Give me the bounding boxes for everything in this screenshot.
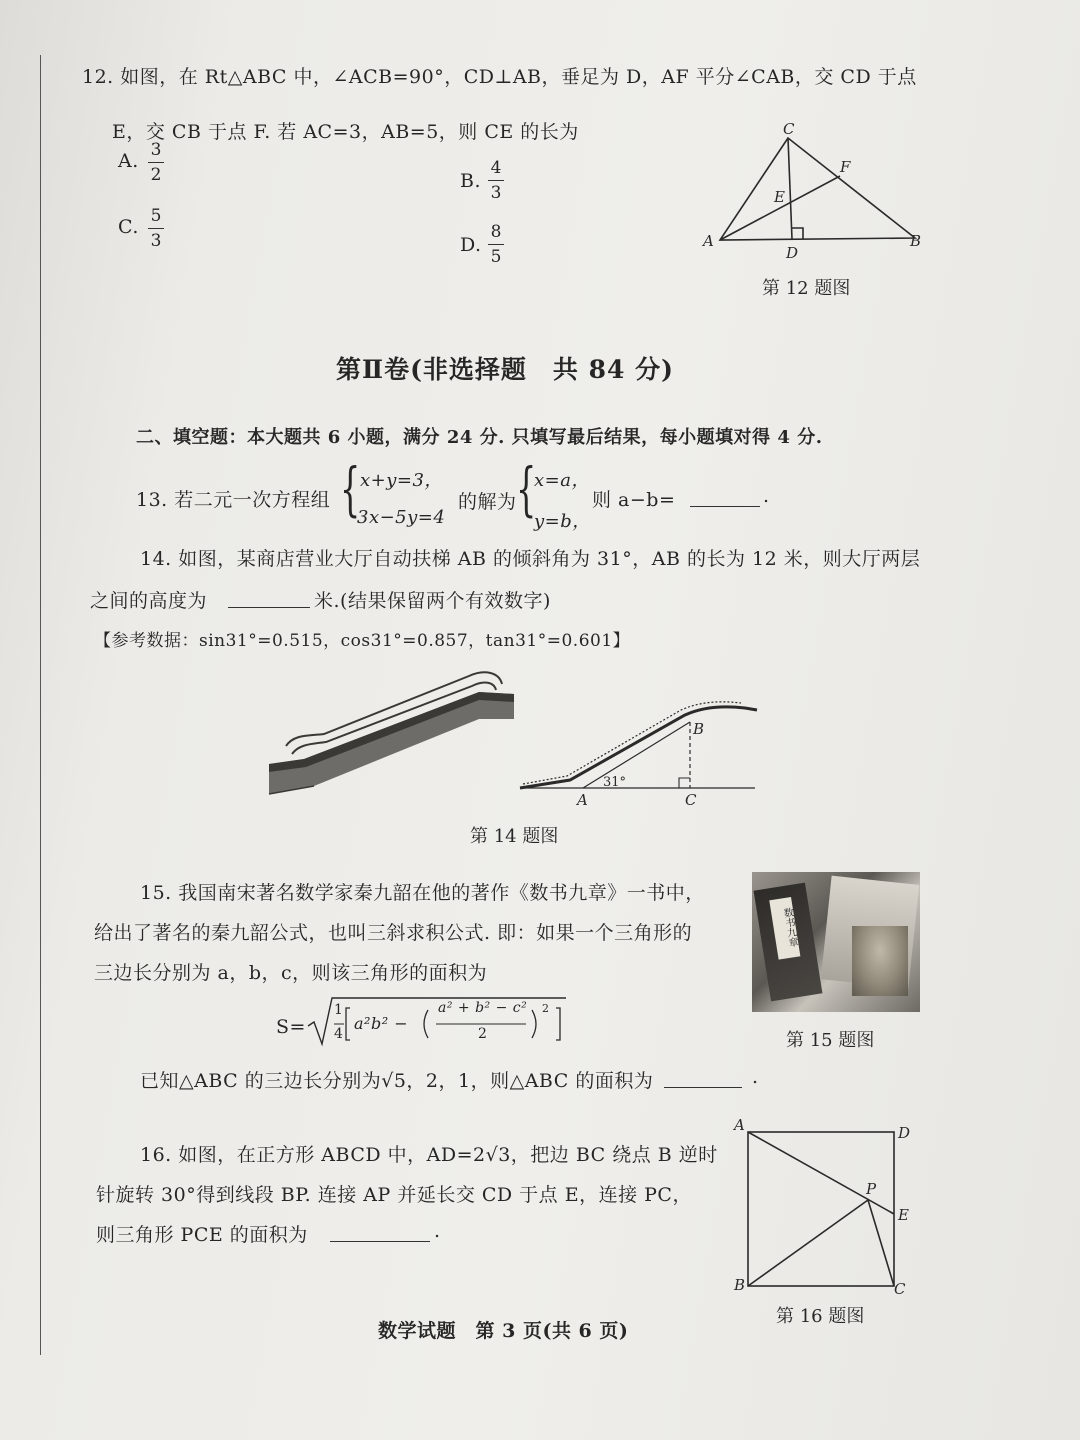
q15-line2: 给出了著名的秦九韶公式，也叫三斜求积公式. 即：如果一个三角形的 (94, 922, 693, 944)
denominator: 2 (150, 165, 162, 185)
q14-escalator-diagram (515, 700, 765, 810)
q13-equation2: 3x−5y=4 (357, 507, 446, 528)
section-intro: 二、填空题：本大题共 6 小题，满分 24 分. 只填写最后结果，每小题填对得 4 分. (136, 427, 823, 448)
q16-square-figure (728, 1116, 928, 1300)
q16-line1: 16. 如图，在正方形 ABCD 中，AD=2√3，把边 BC 绕点 B 逆时 (140, 1144, 718, 1166)
label-e: E (774, 188, 785, 206)
fraction-bar (488, 244, 504, 245)
label-f: F (840, 158, 851, 176)
label-c: C (894, 1280, 906, 1298)
q16-line3-end: . (434, 1220, 441, 1242)
label-a: A (734, 1116, 745, 1134)
q13-end: . (763, 485, 770, 507)
q16-line2: 针旋转 30°得到线段 BP. 连接 AP 并延长交 CD 于点 E，连接 PC， (96, 1184, 692, 1206)
q16-answer-blank[interactable] (330, 1220, 430, 1242)
escalator-illustration (264, 664, 519, 799)
formula-radical (306, 996, 568, 1048)
book-cover (754, 883, 823, 1002)
q14-line2-prefix: 之间的高度为 (90, 590, 208, 612)
q13-left-brace: { (340, 455, 361, 523)
left-paren (424, 1010, 428, 1038)
label-d: D (898, 1124, 911, 1142)
q16-caption: 第 16 题图 (776, 1306, 865, 1327)
label-b: B (734, 1276, 746, 1294)
label-b: B (910, 232, 922, 250)
segment-pc (868, 1200, 894, 1286)
binding-margin-line (40, 55, 41, 1355)
option-fraction (488, 222, 504, 267)
q14-line2-suffix: 米.(结果保留两个有效数字) (314, 590, 551, 612)
q15-caption: 第 15 题图 (786, 1030, 875, 1051)
square-abcd (748, 1132, 894, 1286)
q12-triangle-figure (700, 118, 940, 268)
numerator: 8 (490, 222, 502, 242)
label-p: P (866, 1180, 877, 1198)
label-angle: 31° (603, 775, 627, 790)
book-title-label: 数书九章 (769, 897, 800, 960)
q14-line1: 14. 如图，某商店营业大厅自动扶梯 AB 的倾斜角为 31°，AB 的长为 12 米，则大厅两层 (140, 548, 921, 570)
q13-equation1: x+y=3， (360, 470, 443, 491)
inner-denominator: 2 (478, 1026, 488, 1042)
quarter-denominator: 4 (334, 1026, 344, 1042)
q16-line3-prefix: 则三角形 PCE 的面积为 (96, 1224, 308, 1246)
segment-ab (583, 722, 690, 788)
option-label: D. (460, 234, 482, 256)
denominator: 3 (150, 231, 162, 251)
segment-ae (748, 1132, 894, 1214)
q12-caption: 第 12 题图 (762, 278, 851, 299)
page-footer: 数学试题 第 3 页(共 6 页) (378, 1320, 629, 1342)
segment-bp (748, 1200, 868, 1286)
q13-suffix: 则 a−b= (592, 489, 676, 511)
right-bracket (556, 1008, 560, 1040)
right-paren (532, 1010, 536, 1038)
q14-answer-blank[interactable] (228, 586, 310, 608)
q13-solution-brace: { (516, 455, 537, 523)
q15-book-photo (752, 872, 920, 1012)
formula-s: S= (276, 1016, 306, 1038)
q14-caption: 第 14 题图 (470, 826, 559, 847)
label-c: C (685, 791, 697, 809)
option-label: C. (118, 216, 139, 238)
right-angle-mark (679, 778, 690, 788)
denominator: 5 (490, 247, 502, 267)
q12-line2: E，交 CB 于点 F. 若 AC=3，AB=5，则 CE 的长为 (112, 121, 579, 143)
inner-numerator: a² + b² − c² (438, 1000, 528, 1016)
fraction-bar (148, 228, 164, 229)
square-exponent: 2 (542, 1002, 550, 1015)
numerator: 3 (150, 140, 162, 160)
qin-jiushao-portrait (852, 926, 908, 996)
q15-line4: 已知△ABC 的三边长分别为√5，2，1，则△ABC 的面积为 (140, 1070, 654, 1092)
left-bracket (346, 1008, 350, 1040)
escalator-profile-outer (520, 707, 757, 788)
q13-prefix: 13. 若二元一次方程组 (136, 489, 331, 511)
section-title: 第Ⅱ卷(非选择题 共 84 分) (336, 355, 674, 384)
q13-solution1: x=a， (534, 470, 590, 491)
label-a: A (577, 791, 588, 809)
q15-line4-end: . (752, 1066, 759, 1088)
label-d: D (786, 244, 799, 262)
option-label: A. (118, 150, 139, 172)
formula-a2b2: a²b² − (354, 1014, 409, 1033)
denominator: 3 (490, 183, 502, 203)
q14-reference-data: 【参考数据：sin31°=0.515，cos31°=0.857，tan31°=0.601】 (94, 631, 631, 651)
fraction-bar (148, 162, 164, 163)
option-fraction (148, 206, 164, 251)
q15-line1: 15. 我国南宋著名数学家秦九韶在他的著作《数书九章》一书中， (140, 882, 705, 904)
label-b: B (693, 720, 705, 738)
radical-sign (308, 998, 566, 1044)
q15-line3: 三边长分别为 a，b，c，则该三角形的面积为 (94, 962, 488, 984)
option-label: B. (460, 170, 482, 192)
q13-solution2: y=b， (534, 511, 591, 532)
label-c: C (783, 120, 795, 138)
q13-answer-blank[interactable] (690, 485, 760, 507)
label-e: E (898, 1206, 909, 1224)
bisector-af (720, 176, 840, 240)
q13-middle: 的解为 (458, 491, 517, 513)
option-fraction (148, 140, 164, 185)
altitude-cd (788, 138, 792, 239)
label-a: A (703, 232, 714, 250)
right-angle-mark (792, 228, 803, 239)
quarter-numerator: 1 (334, 1002, 344, 1018)
numerator: 4 (490, 158, 502, 178)
fraction-bar (488, 180, 504, 181)
q12-line1: 12. 如图，在 Rt△ABC 中，∠ACB=90°，CD⊥AB，垂足为 D，AF 平分∠CAB，交 CD 于点 (82, 66, 917, 88)
q15-answer-blank[interactable] (664, 1066, 742, 1088)
escalator-profile-inner (523, 702, 741, 784)
numerator: 5 (150, 206, 162, 226)
option-fraction (488, 158, 504, 203)
